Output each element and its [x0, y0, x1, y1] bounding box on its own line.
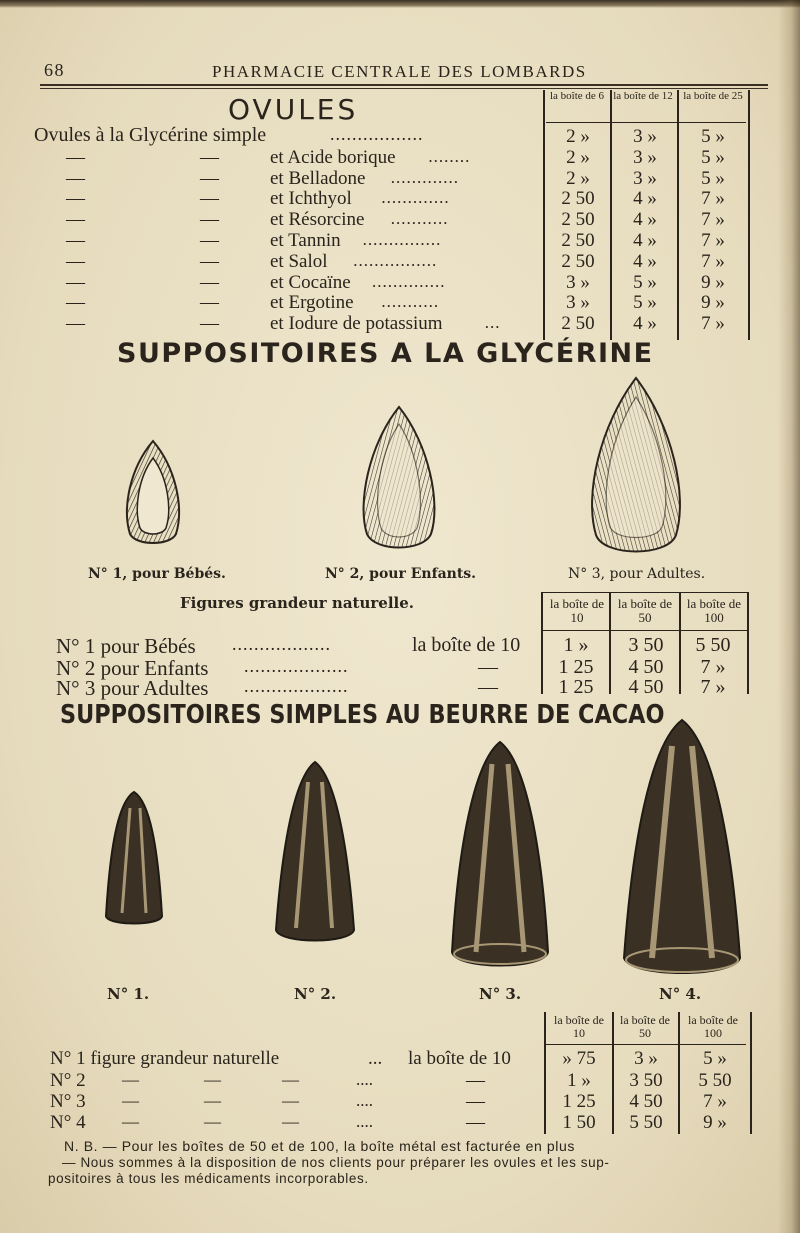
cacao-row-dash: —	[282, 1070, 299, 1089]
suppository-row-label: N° 1 pour Bébés	[56, 634, 196, 658]
cacao-row-price: 9 »	[703, 1112, 727, 1133]
cacao-vline-4	[750, 1012, 752, 1134]
suppository-row-price: 4 50	[628, 676, 664, 698]
cacao-caption-1: N° 1.	[107, 985, 150, 1003]
cacao-row-label: N° 2	[50, 1070, 86, 1091]
ovule-row-dash: —	[200, 188, 219, 210]
page-binding-shadow	[778, 0, 800, 1233]
glycerine-subheading: Figures grandeur naturelle.	[180, 594, 415, 612]
ovule-row-price: 5 »	[701, 167, 725, 189]
ovule-row-price: 3 »	[633, 167, 657, 189]
cacao-vline-3	[678, 1012, 680, 1134]
ovule-row-price: 5 »	[633, 271, 657, 293]
note-nb: N. B. — Pour les boîtes de 50 et de 100, la boîte métal est facturée en plus	[64, 1138, 575, 1154]
ovule-row-dots: .............	[390, 167, 460, 187]
suppository-row-price: 7 »	[700, 676, 726, 698]
cacao-row-dash: —	[282, 1091, 299, 1110]
cacao-caption-2: N° 2.	[294, 985, 337, 1003]
page-number: 68	[44, 60, 65, 80]
cacao-row-unit: —	[466, 1091, 485, 1112]
suppository-cone-icon	[270, 758, 360, 948]
ovule-row-price: 7 »	[701, 188, 725, 210]
cacao-row-unit: —	[466, 1112, 485, 1133]
header-rule-thin	[40, 88, 768, 89]
cacao-row-dots: ...	[368, 1048, 383, 1069]
header-rule	[40, 84, 768, 86]
glycerine-table-top-rule	[542, 592, 748, 593]
ovule-row-dash: —	[66, 230, 85, 251]
ovule-row-dots: ..............	[372, 271, 446, 291]
cacao-row-price: 4 50	[629, 1091, 663, 1112]
glycerine-table-header-rule	[542, 630, 748, 631]
ovule-row-dash: —	[200, 292, 219, 314]
ovules-heading: OVULES	[228, 93, 359, 126]
cacao-row-dash: —	[122, 1091, 139, 1110]
cacao-row-dash: —	[122, 1112, 139, 1131]
cacao-heading: SUPPOSITOIRES SIMPLES AU BEURRE DE CACAO	[60, 700, 665, 730]
ovule-row-dash: —	[66, 313, 85, 335]
cacao-row-dash: —	[204, 1091, 221, 1110]
ovule-row-price: 7 »	[701, 230, 725, 251]
ovule-row-price: 9 »	[701, 292, 725, 314]
cacao-row-dash: ....	[356, 1112, 373, 1131]
ovule-row-price: 4 »	[633, 250, 657, 272]
cacao-col-head-2: la boîte de 50	[620, 1013, 670, 1040]
suppository-row-price: 1 25	[558, 676, 594, 698]
ovule-row-dots: ...	[484, 313, 501, 333]
suppository-row-unit: —	[478, 656, 498, 678]
ovule-row-price: 5 »	[633, 292, 657, 314]
ovule-row-label: et Résorcine	[270, 209, 365, 231]
suppository-row-price: 5 50	[695, 634, 731, 656]
cacao-row-price: » 75	[562, 1048, 596, 1069]
ovule-row-dash: —	[200, 313, 219, 335]
ovule-row-label: et Iodure de potassium	[270, 313, 443, 335]
ovule-row-price: 2 50	[561, 313, 595, 335]
ovule-row-dots: ...............	[362, 230, 442, 249]
suppository-row-dots: ...................	[244, 656, 349, 676]
suppository-row-price: 1 »	[563, 634, 589, 656]
ovule-row-label: et Cocaïne	[270, 271, 351, 293]
ovule-row-dots: .............	[381, 188, 450, 208]
ovule-row-price: 7 »	[701, 313, 725, 335]
suppository-row-price: 1 25	[558, 656, 594, 678]
ovules-col-head-1: la boîte de 6	[549, 90, 605, 102]
glycerine-vline-3	[679, 592, 681, 694]
note-line-3: positoires à tous les médicaments incorporables.	[48, 1171, 369, 1186]
cacao-row-price: 1 50	[562, 1112, 596, 1133]
suppository-cone-icon	[100, 788, 168, 930]
ovule-caption-2: N° 2, pour Enfants.	[325, 566, 477, 582]
ovule-row-dots: ...........	[381, 292, 440, 312]
cacao-row-dash: —	[204, 1112, 221, 1131]
ovule-row-label: et Salol	[270, 250, 328, 272]
cacao-table-header-rule	[546, 1044, 746, 1045]
ovule-row-dash: —	[66, 167, 85, 189]
top-edge-shadow	[0, 0, 800, 8]
cacao-row-dash: ....	[356, 1070, 373, 1089]
cacao-row-dash: —	[204, 1070, 221, 1089]
ovule-row-price: 2 50	[561, 230, 595, 251]
ovule-row-dash: —	[200, 167, 219, 189]
ovules-table-vline-3	[677, 90, 679, 340]
ovule-row-price: 2 »	[566, 167, 590, 189]
ovule-row-price: 3 »	[566, 292, 590, 314]
note-line-2: — Nous sommes à la disposition de nos clients pour préparer les ovules et les sup-	[62, 1155, 610, 1170]
ovule-row-label: et Belladone	[270, 167, 366, 189]
cacao-caption-4: N° 4.	[659, 985, 702, 1003]
cacao-row-price: 5 50	[698, 1070, 732, 1091]
ovule-row-dots: ................	[353, 250, 438, 270]
ovule-row-price: 9 »	[701, 271, 725, 293]
glycerine-heading: SUPPOSITOIRES A LA GLYCÉRINE	[117, 338, 654, 369]
cacao-row-price: 5 50	[629, 1112, 663, 1133]
suppository-row-unit: la boîte de 10	[412, 634, 521, 656]
ovules-col-head-2: la boîte de 12	[613, 90, 673, 102]
ovule-row-price: 3 »	[633, 146, 657, 168]
cacao-row-price: 7 »	[703, 1091, 727, 1112]
cacao-row-dash: —	[122, 1070, 139, 1089]
cacao-row-unit: la boîte de 10	[408, 1048, 511, 1069]
ovule-row-dash: —	[200, 230, 219, 251]
ovule-row-dash: —	[66, 209, 85, 231]
ovules-table-vline-1	[543, 90, 545, 340]
ovule-row-price: 5 »	[701, 126, 725, 147]
cacao-col-head-1: la boîte de 10	[554, 1013, 604, 1040]
cacao-col-head-3: la boîte de 100	[688, 1013, 738, 1040]
cacao-row-label: N° 3	[50, 1091, 86, 1112]
suppository-row-price: 3 50	[628, 634, 664, 656]
suppository-row-price: 7 »	[700, 656, 726, 678]
ovule-row-price: 2 50	[561, 188, 595, 210]
cacao-row-price: 3 »	[634, 1048, 658, 1069]
cacao-row-dash: —	[282, 1112, 299, 1131]
ovule-row-price: 3 »	[566, 271, 590, 293]
ovule-row-price: 7 »	[701, 250, 725, 272]
ovule-row-dash: —	[66, 188, 85, 210]
ovule-row-label: et Ichthyol	[270, 188, 352, 210]
ovule-row-dash: —	[200, 271, 219, 293]
ovule-egg-icon	[582, 375, 690, 560]
ovule-row-price: 4 »	[633, 230, 657, 251]
cacao-row-label: N° 1 figure grandeur naturelle	[50, 1048, 280, 1069]
ovules-table-vline-2	[610, 90, 612, 340]
suppository-row-label: N° 2 pour Enfants	[56, 656, 209, 680]
ovule-row-price: 5 »	[701, 146, 725, 168]
ovule-row-label: et Ergotine	[270, 292, 354, 314]
cacao-row-price: 1 25	[562, 1091, 596, 1112]
ovule-row-dash: —	[200, 146, 219, 168]
ovule-row-price: 4 »	[633, 313, 657, 335]
ovule-row-dash: —	[200, 209, 219, 231]
ovule-row-price: 2 50	[561, 209, 595, 231]
cacao-row-dash: ....	[356, 1091, 373, 1110]
glycerine-vline-1	[541, 592, 543, 694]
ovule-egg-icon	[353, 404, 445, 554]
cacao-vline-1	[544, 1012, 546, 1134]
ovule-row-label: et Acide borique	[270, 146, 396, 168]
ovule-caption-3: N° 3, pour Adultes.	[568, 566, 706, 582]
ovules-col-head-3: la boîte de 25	[683, 90, 743, 102]
cacao-vline-2	[612, 1012, 614, 1134]
ovule-egg-icon	[118, 438, 188, 548]
ovule-row-price: 7 »	[701, 209, 725, 231]
ovule-row-dots: ........	[428, 146, 471, 166]
ovule-row-price: 4 »	[633, 188, 657, 210]
cacao-row-price: 5 »	[703, 1048, 727, 1069]
cacao-row-unit: —	[466, 1070, 485, 1091]
ovule-row-dots: ...........	[390, 209, 449, 229]
ovules-table-vline-4	[748, 90, 750, 340]
ovule-row-price: 2 »	[566, 146, 590, 168]
ovule-row-dots: .................	[330, 124, 424, 144]
ovule-row-price: 3 »	[633, 126, 657, 147]
suppository-row-price: 4 50	[628, 656, 664, 678]
ovule-row-price: 2 50	[561, 250, 595, 272]
suppository-cone-icon	[620, 716, 744, 982]
suppository-row-dots: ...................	[244, 676, 349, 696]
ovule-row-dash: —	[66, 250, 85, 272]
glycerine-col-head-3: la boîte de 100	[686, 596, 742, 625]
glycerine-vline-4	[747, 592, 749, 694]
ovule-row-label: Ovules à la Glycérine simple	[34, 124, 267, 146]
ovule-row-dash: —	[200, 250, 219, 272]
suppository-row-dots: ..................	[232, 634, 331, 654]
page-header-title: PHARMACIE CENTRALE DES LOMBARDS	[212, 62, 587, 81]
cacao-row-price: 1 »	[567, 1070, 591, 1091]
cacao-row-price: 3 50	[629, 1070, 663, 1091]
suppository-cone-icon	[448, 738, 552, 974]
suppository-row-unit: —	[478, 676, 498, 698]
cacao-row-label: N° 4	[50, 1112, 86, 1133]
ovule-row-dash: —	[66, 292, 85, 314]
glycerine-col-head-1: la boîte de 10	[549, 596, 605, 625]
ovule-row-label: et Tannin	[270, 230, 341, 251]
suppository-row-label: N° 3 pour Adultes	[56, 676, 209, 700]
ovule-row-dash: —	[66, 146, 85, 168]
glycerine-col-head-2: la boîte de 50	[617, 596, 673, 625]
glycerine-vline-2	[609, 592, 611, 694]
ovule-row-price: 2 »	[566, 126, 590, 147]
cacao-caption-3: N° 3.	[479, 985, 522, 1003]
ovule-row-dash: —	[66, 271, 85, 293]
ovule-caption-1: N° 1, pour Bébés.	[88, 566, 226, 582]
ovule-row-price: 4 »	[633, 209, 657, 231]
ovules-table-header-rule	[546, 122, 746, 123]
